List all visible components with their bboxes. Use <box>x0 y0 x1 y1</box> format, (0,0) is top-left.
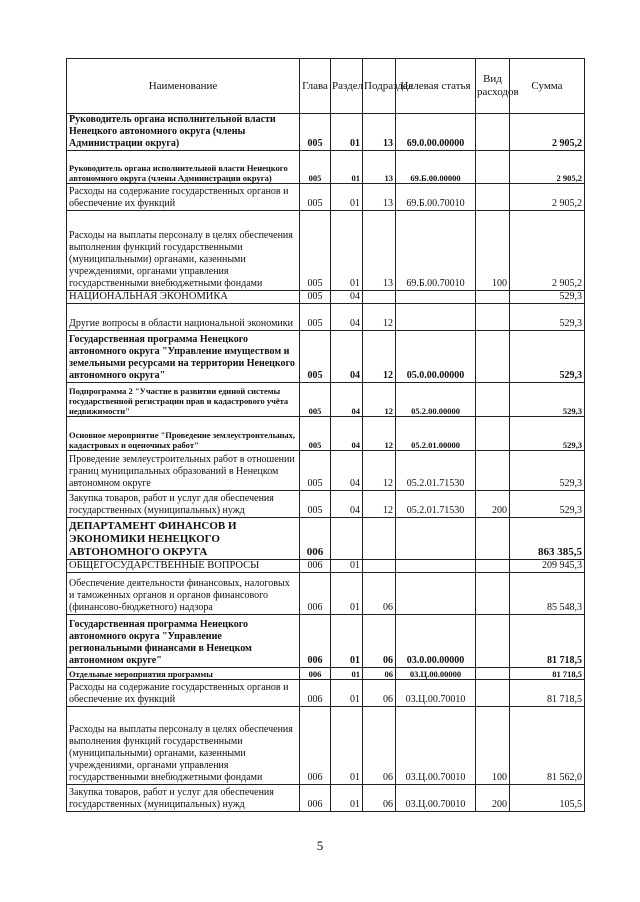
row-target: 05.2.00.00000 <box>396 383 476 417</box>
row-sum: 81 562,0 <box>510 707 585 785</box>
row-razdel: 04 <box>331 383 363 417</box>
row-vid: 100 <box>476 707 510 785</box>
row-name: Основное мероприятие "Проведение землеустроительных, кадастровых и оценочных работ" <box>67 417 300 451</box>
row-target: 69.Б.00.70010 <box>396 211 476 291</box>
row-glava: 005 <box>300 151 331 184</box>
row-name: Руководитель органа исполнительной власти Ненецкого автономного округа (члены Администрации округа) <box>67 114 300 151</box>
row-glava: 006 <box>300 707 331 785</box>
row-vid: 200 <box>476 491 510 518</box>
row-glava: 005 <box>300 184 331 211</box>
budget-sheet <box>66 58 584 812</box>
row-name: Закупка товаров, работ и услуг для обеспечения государственных (муниципальных) нужд <box>67 785 300 812</box>
row-glava: 006 <box>300 560 331 573</box>
row-glava: 005 <box>300 211 331 291</box>
row-podrazdel: 06 <box>363 668 396 680</box>
row-sum: 529,3 <box>510 417 585 451</box>
row-podrazdel: 13 <box>363 184 396 211</box>
row-vid <box>476 184 510 211</box>
row-razdel: 01 <box>331 211 363 291</box>
row-vid: 100 <box>476 211 510 291</box>
table-row <box>67 417 585 451</box>
row-target <box>396 573 476 615</box>
row-podrazdel <box>363 291 396 304</box>
row-razdel: 01 <box>331 680 363 707</box>
row-razdel: 01 <box>331 560 363 573</box>
header-target: Целевая статья <box>396 59 476 114</box>
row-podrazdel: 06 <box>363 680 396 707</box>
row-target <box>396 304 476 331</box>
row-podrazdel: 13 <box>363 151 396 184</box>
table-row <box>67 184 585 211</box>
row-vid <box>476 114 510 151</box>
row-sum: 2 905,2 <box>510 151 585 184</box>
row-target: 69.Б.00.70010 <box>396 184 476 211</box>
row-razdel: 04 <box>331 417 363 451</box>
table-row <box>67 560 585 573</box>
table-row <box>67 383 585 417</box>
row-podrazdel: 12 <box>363 417 396 451</box>
row-vid <box>476 573 510 615</box>
row-vid <box>476 417 510 451</box>
row-glava: 006 <box>300 785 331 812</box>
row-sum: 863 385,5 <box>510 518 585 560</box>
row-podrazdel: 06 <box>363 707 396 785</box>
row-name: ДЕПАРТАМЕНТ ФИНАНСОВ И ЭКОНОМИКИ НЕНЕЦКОГО АВТОНОМНОГО ОКРУГА <box>67 518 300 560</box>
row-razdel: 01 <box>331 184 363 211</box>
page-number: 5 <box>316 838 324 853</box>
row-target: 03.Ц.00.00000 <box>396 668 476 680</box>
row-podrazdel: 12 <box>363 451 396 491</box>
row-razdel: 04 <box>331 451 363 491</box>
table-row <box>67 573 585 615</box>
row-sum: 2 905,2 <box>510 114 585 151</box>
row-sum: 81 718,5 <box>510 615 585 668</box>
row-sum: 529,3 <box>510 491 585 518</box>
row-sum: 529,3 <box>510 304 585 331</box>
table-row <box>67 707 585 785</box>
budget-table <box>66 58 585 812</box>
row-target: 05.2.01.71530 <box>396 451 476 491</box>
row-vid: 200 <box>476 785 510 812</box>
row-vid <box>476 151 510 184</box>
row-vid <box>476 518 510 560</box>
row-target: 05.2.01.00000 <box>396 417 476 451</box>
row-sum: 529,3 <box>510 451 585 491</box>
row-vid <box>476 615 510 668</box>
row-target: 03.0.00.00000 <box>396 615 476 668</box>
header-podrazdel: Подраздел <box>363 59 396 114</box>
row-name: НАЦИОНАЛЬНАЯ ЭКОНОМИКА <box>67 291 300 304</box>
row-glava: 006 <box>300 615 331 668</box>
row-name: Расходы на содержание государственных органов и обеспечение их функций <box>67 680 300 707</box>
row-razdel: 01 <box>331 785 363 812</box>
row-glava: 006 <box>300 518 331 560</box>
header-sum: Сумма <box>510 59 585 114</box>
row-glava: 005 <box>300 417 331 451</box>
row-podrazdel <box>363 560 396 573</box>
row-name: Расходы на выплаты персоналу в целях обеспечения выполнения функций государственными (муниципальными) органами, казенными учреждениями, органами управления государственными внебюджетными фондами <box>67 211 300 291</box>
row-sum: 81 718,5 <box>510 680 585 707</box>
row-target <box>396 291 476 304</box>
row-razdel: 01 <box>331 668 363 680</box>
row-sum: 529,3 <box>510 291 585 304</box>
row-podrazdel: 06 <box>363 785 396 812</box>
row-razdel: 01 <box>331 151 363 184</box>
row-podrazdel: 12 <box>363 491 396 518</box>
row-target: 05.0.00.00000 <box>396 331 476 383</box>
row-target <box>396 560 476 573</box>
row-name: Руководитель органа исполнительной власти Ненецкого автономного округа (члены Администрации округа) <box>67 151 300 184</box>
row-glava: 006 <box>300 573 331 615</box>
table-row <box>67 491 585 518</box>
row-sum: 209 945,3 <box>510 560 585 573</box>
row-vid <box>476 680 510 707</box>
row-name: Расходы на выплаты персоналу в целях обеспечения выполнения функций государственными (муниципальными) органами, казенными учреждениями, органами управления государственными внебюджетными фондами <box>67 707 300 785</box>
row-vid <box>476 668 510 680</box>
row-razdel: 01 <box>331 615 363 668</box>
table-row <box>67 151 585 184</box>
row-razdel: 01 <box>331 114 363 151</box>
row-vid <box>476 304 510 331</box>
table-header-row <box>67 59 585 114</box>
row-name: Проведение землеустроительных работ в отношении границ муниципальных образований в Ненецком автономном округе <box>67 451 300 491</box>
row-podrazdel: 12 <box>363 304 396 331</box>
table-row <box>67 304 585 331</box>
row-glava: 005 <box>300 304 331 331</box>
header-name: Наименование <box>67 59 300 114</box>
row-vid <box>476 560 510 573</box>
row-podrazdel <box>363 518 396 560</box>
row-target: 69.0.00.00000 <box>396 114 476 151</box>
row-name: Государственная программа Ненецкого автономного округа "Управление имуществом и земельными ресурсами на территории Ненецкого автономного округа" <box>67 331 300 383</box>
row-name: ОБЩЕГОСУДАРСТВЕННЫЕ ВОПРОСЫ <box>67 560 300 573</box>
table-row <box>67 680 585 707</box>
row-sum: 85 548,3 <box>510 573 585 615</box>
row-razdel: 04 <box>331 291 363 304</box>
row-sum: 529,3 <box>510 331 585 383</box>
row-target: 05.2.01.71530 <box>396 491 476 518</box>
row-name: Другие вопросы в области национальной экономики <box>67 304 300 331</box>
table-row <box>67 114 585 151</box>
row-glava: 005 <box>300 451 331 491</box>
row-glava: 006 <box>300 680 331 707</box>
row-name: Государственная программа Ненецкого автономного округа "Управление региональными финансами в Ненецком автономном округе" <box>67 615 300 668</box>
header-glava: Глава <box>300 59 331 114</box>
table-row <box>67 291 585 304</box>
row-sum: 529,3 <box>510 383 585 417</box>
row-glava: 005 <box>300 491 331 518</box>
row-name: Отдельные мероприятия программы <box>67 668 300 680</box>
row-vid <box>476 383 510 417</box>
row-vid <box>476 291 510 304</box>
header-vid: Вид расходов <box>476 59 510 114</box>
row-glava: 005 <box>300 291 331 304</box>
row-podrazdel: 13 <box>363 211 396 291</box>
row-vid <box>476 331 510 383</box>
row-target <box>396 518 476 560</box>
row-name: Обеспечение деятельности финансовых, налоговых и таможенных органов и органов финансового (финансово-бюджетного) надзора <box>67 573 300 615</box>
row-razdel <box>331 518 363 560</box>
row-razdel: 01 <box>331 573 363 615</box>
table-row <box>67 451 585 491</box>
row-sum: 2 905,2 <box>510 211 585 291</box>
row-sum: 2 905,2 <box>510 184 585 211</box>
table-row <box>67 668 585 680</box>
table-row <box>67 518 585 560</box>
row-glava: 005 <box>300 114 331 151</box>
header-razdel: Раздел <box>331 59 363 114</box>
row-podrazdel: 12 <box>363 331 396 383</box>
row-razdel: 04 <box>331 331 363 383</box>
row-sum: 81 718,5 <box>510 668 585 680</box>
row-razdel: 04 <box>331 304 363 331</box>
row-podrazdel: 13 <box>363 114 396 151</box>
table-row <box>67 211 585 291</box>
row-podrazdel: 06 <box>363 615 396 668</box>
row-podrazdel: 12 <box>363 383 396 417</box>
row-name: Подпрограмма 2 "Участие в развитии единой системы государственной регистрации прав и кадастрового учёта недвижимости" <box>67 383 300 417</box>
row-sum: 105,5 <box>510 785 585 812</box>
row-target: 03.Ц.00.70010 <box>396 680 476 707</box>
row-razdel: 04 <box>331 491 363 518</box>
row-razdel: 01 <box>331 707 363 785</box>
row-name: Закупка товаров, работ и услуг для обеспечения государственных (муниципальных) нужд <box>67 491 300 518</box>
table-row <box>67 331 585 383</box>
row-target: 03.Ц.00.70010 <box>396 707 476 785</box>
row-glava: 006 <box>300 668 331 680</box>
table-row <box>67 785 585 812</box>
table-row <box>67 615 585 668</box>
row-podrazdel: 06 <box>363 573 396 615</box>
row-vid <box>476 451 510 491</box>
row-glava: 005 <box>300 383 331 417</box>
row-name: Расходы на содержание государственных органов и обеспечение их функций <box>67 184 300 211</box>
row-target: 03.Ц.00.70010 <box>396 785 476 812</box>
row-target: 69.Б.00.00000 <box>396 151 476 184</box>
row-glava: 005 <box>300 331 331 383</box>
